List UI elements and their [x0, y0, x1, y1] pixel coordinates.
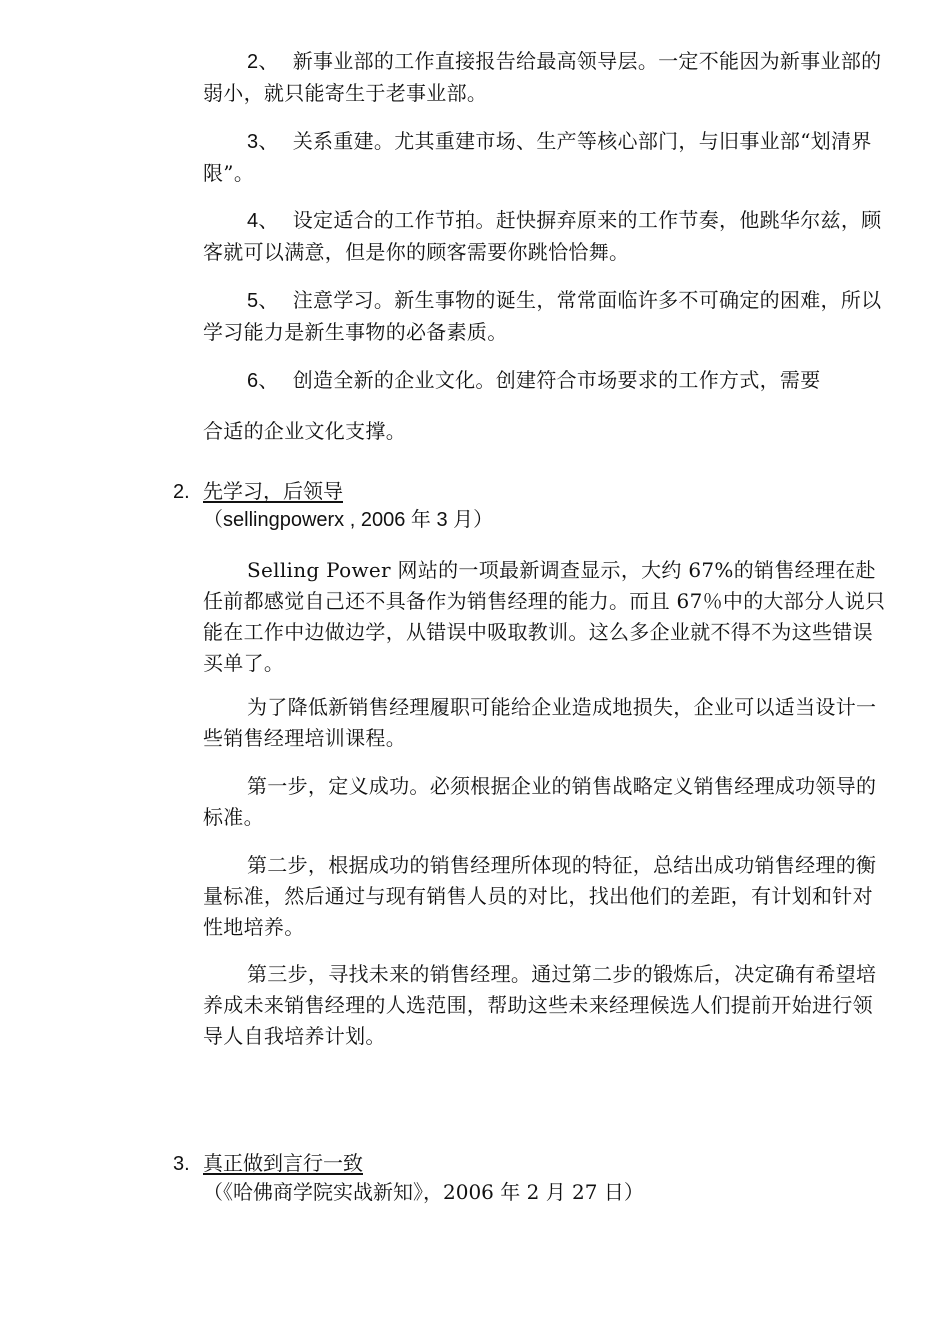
body-paragraph: 第一步，定义成功。必须根据企业的销售战略定义销售经理成功领导的标准。: [203, 774, 877, 829]
list-item-number: 2、: [247, 51, 279, 73]
section-heading: [173, 1149, 381, 1178]
body-paragraph: 第三步，寻找未来的销售经理。通过第二步的锻炼后，决定确有希望培养成未来销售经理的人选范围，帮助这些未来经理候选人们提前开始进行领导人自我培养计划。: [203, 962, 877, 1048]
list-item-number: 3、: [247, 131, 279, 153]
body-paragraph: 第二步，根据成功的销售经理所体现的特征，总结出成功销售经理的衡量标准，然后通过与现有销售人员的对比，找出他们的差距，有计划和针对性地培养。: [203, 853, 877, 939]
list-item-text: 设定适合的工作节拍。赶快摒弃原来的工作节奏，他跳华尔兹，顾客就可以满意，但是你的顾客需要你跳恰恰舞。: [203, 208, 882, 264]
list-item-number: 6、: [247, 370, 279, 392]
list-item: [203, 126, 893, 189]
list-item-text: 新事业部的工作直接报告给最高领导层。一定不能因为新事业部的弱小，就只能寄生于老事业部。: [203, 49, 882, 105]
section-title: 真正做到言行一致: [203, 1151, 363, 1175]
list-item: [203, 365, 893, 397]
list-item: [203, 46, 893, 109]
section-source: （《哈佛商学院实战新知》，2006 年 2 月 27 日）: [203, 1180, 644, 1204]
section-heading: [173, 477, 361, 506]
list-item-number: 4、: [247, 210, 279, 232]
list-item: [203, 285, 893, 348]
list-item-text: 注意学习。新生事物的诞生，常常面临许多不可确定的困难，所以学习能力是新生事物的必备素质。: [203, 288, 882, 344]
section-title: 先学习，后领导: [203, 479, 343, 503]
section-source: （sellingpowerx , 2006 年 3 月）: [203, 509, 494, 531]
body-paragraph: Selling Power 网站的一项最新调查显示，大约 67%的销售经理在赴任前都感觉自己还不具备作为销售经理的能力。而且 67％中的大部分人说只能在工作中边做边学，从错误中吸取教训。这么多企业就不得不为这些错误买单了。: [203, 558, 886, 675]
section-number: 3.: [173, 1153, 190, 1175]
list-item-text: 创造全新的企业文化。创建符合市场要求的工作方式，需要: [292, 368, 821, 392]
section-number: 2.: [173, 481, 190, 503]
list-item-number: 5、: [247, 290, 279, 312]
body-paragraph: 为了降低新销售经理履职可能给企业造成地损失，企业可以适当设计一些销售经理培训课程。: [203, 695, 877, 750]
list-item-continuation: 合适的企业文化支撑。: [203, 419, 406, 443]
list-item: [203, 205, 893, 268]
list-item-text: 关系重建。尤其重建市场、生产等核心部门，与旧事业部“划清界限”。: [203, 129, 872, 185]
